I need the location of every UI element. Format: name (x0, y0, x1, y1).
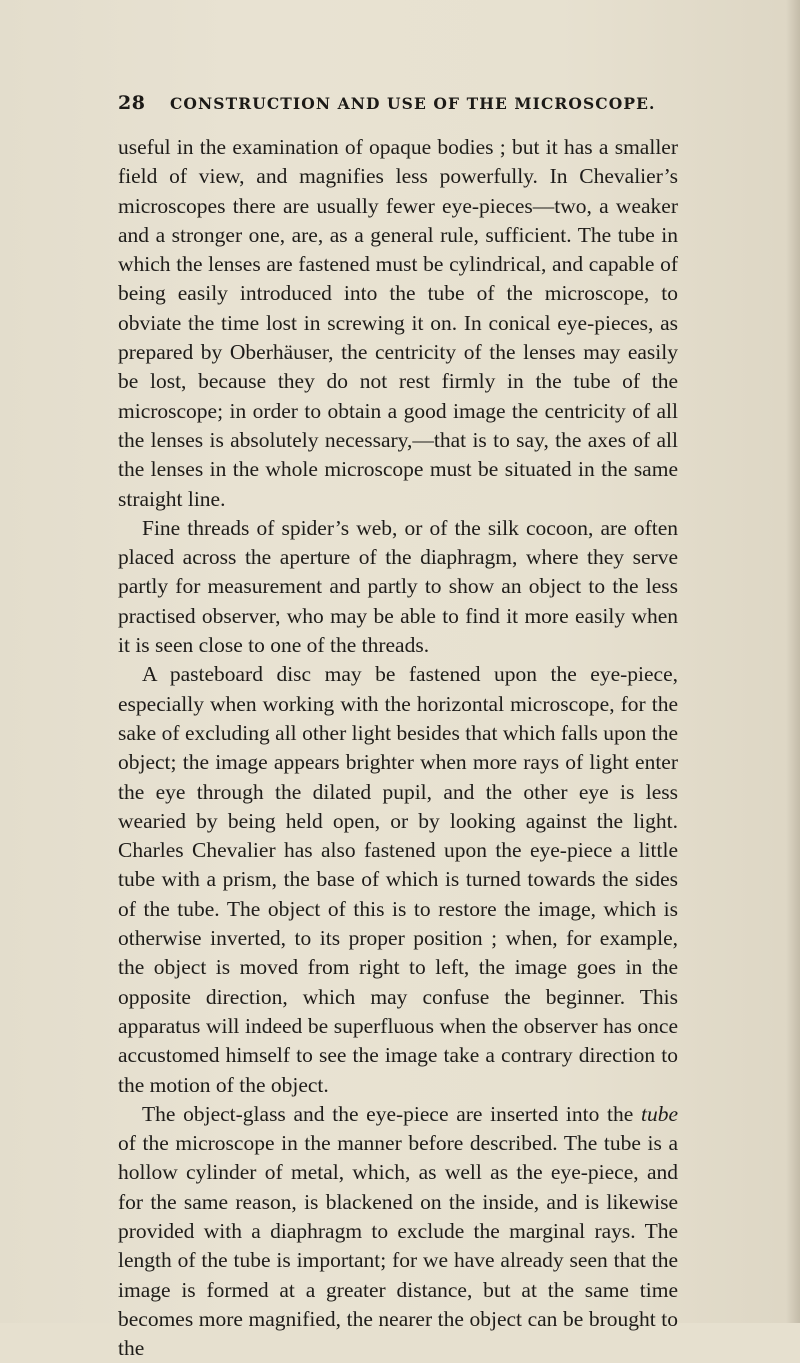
paragraph-2: Fine threads of spider’s web, or of the silk cocoon, are often placed across the aperture of the diaphragm, where they serve partly for measurement and partly to show an object to the less practised observer, who may be able to find it more easily when it is seen close to one of the threads. (118, 515, 678, 658)
paragraph-1: useful in the examination of opaque bodies ; but it has a smaller field of view, and magnifies less powerfully. In Chevalier’s microscopes there are usually fewer eye-pieces—two, a weaker and a stronger one, are, as a general rule, sufficient. The tube in which the lenses are fastened must be cylindrical, and capable of being easily introduced into the tube of the microscope, to obviate the time lost in screwing it on. In conical eye-pieces, as prepared by Oberhäuser, the centricity of the lenses may easily be lost, because they do not rest firmly in the tube of the microscope; in order to obtain a good image the centricity of all the lenses is absolutely necessary,—that is to say, the axes of all the lenses in the whole microscope must be situated in the same straight line. (118, 135, 678, 511)
running-head: CONSTRUCTION AND USE OF THE MICROSCOPE. (170, 94, 656, 113)
paragraph-3: A pasteboard disc may be fastened upon the eye-piece, especially when working with the horizontal microscope, for the sake of excluding all other light besides that which falls upon the object; the image appears brighter when more rays of light enter the eye through the dilated pupil, and the other eye is less wearied by being held open, or by looking against the light. Charles Chevalier has also fastened upon the eye-piece a little tube with a prism, the base of which is turned towards the sides of the tube. The object of this is to restore the image, which is otherwise inverted, to its proper position ; when, for example, the object is moved from right to left, the image goes in the opposite direction, which may confuse the beginner. This apparatus will indeed be superfluous when the observer has once accustomed himself to see the image take a contrary direction to the motion of the object. (118, 662, 678, 1097)
paragraph-4 (118, 1100, 678, 1363)
body-text (118, 133, 678, 1363)
paragraph-4-italic-term: tube (640, 1101, 678, 1126)
page-header (118, 92, 678, 122)
paragraph-4-rest: of the microscope in the manner before described. The tube is a hollow cylinder of metal, which, as well as the eye-piece, and for the same reason, is blackened on the inside, and is likewise provided with a diaphragm to exclude the marginal rays. The length of the tube is important; for we have already seen that the image is formed at a greater distance, but at the same time becomes more magnified, the nearer the object can be brought to the (118, 1131, 678, 1361)
paragraph-4-lead: The object-glass and the eye-piece are inserted into the (142, 1101, 641, 1126)
page-edge-shadow (786, 0, 800, 1323)
page-number: 28 (118, 92, 146, 114)
